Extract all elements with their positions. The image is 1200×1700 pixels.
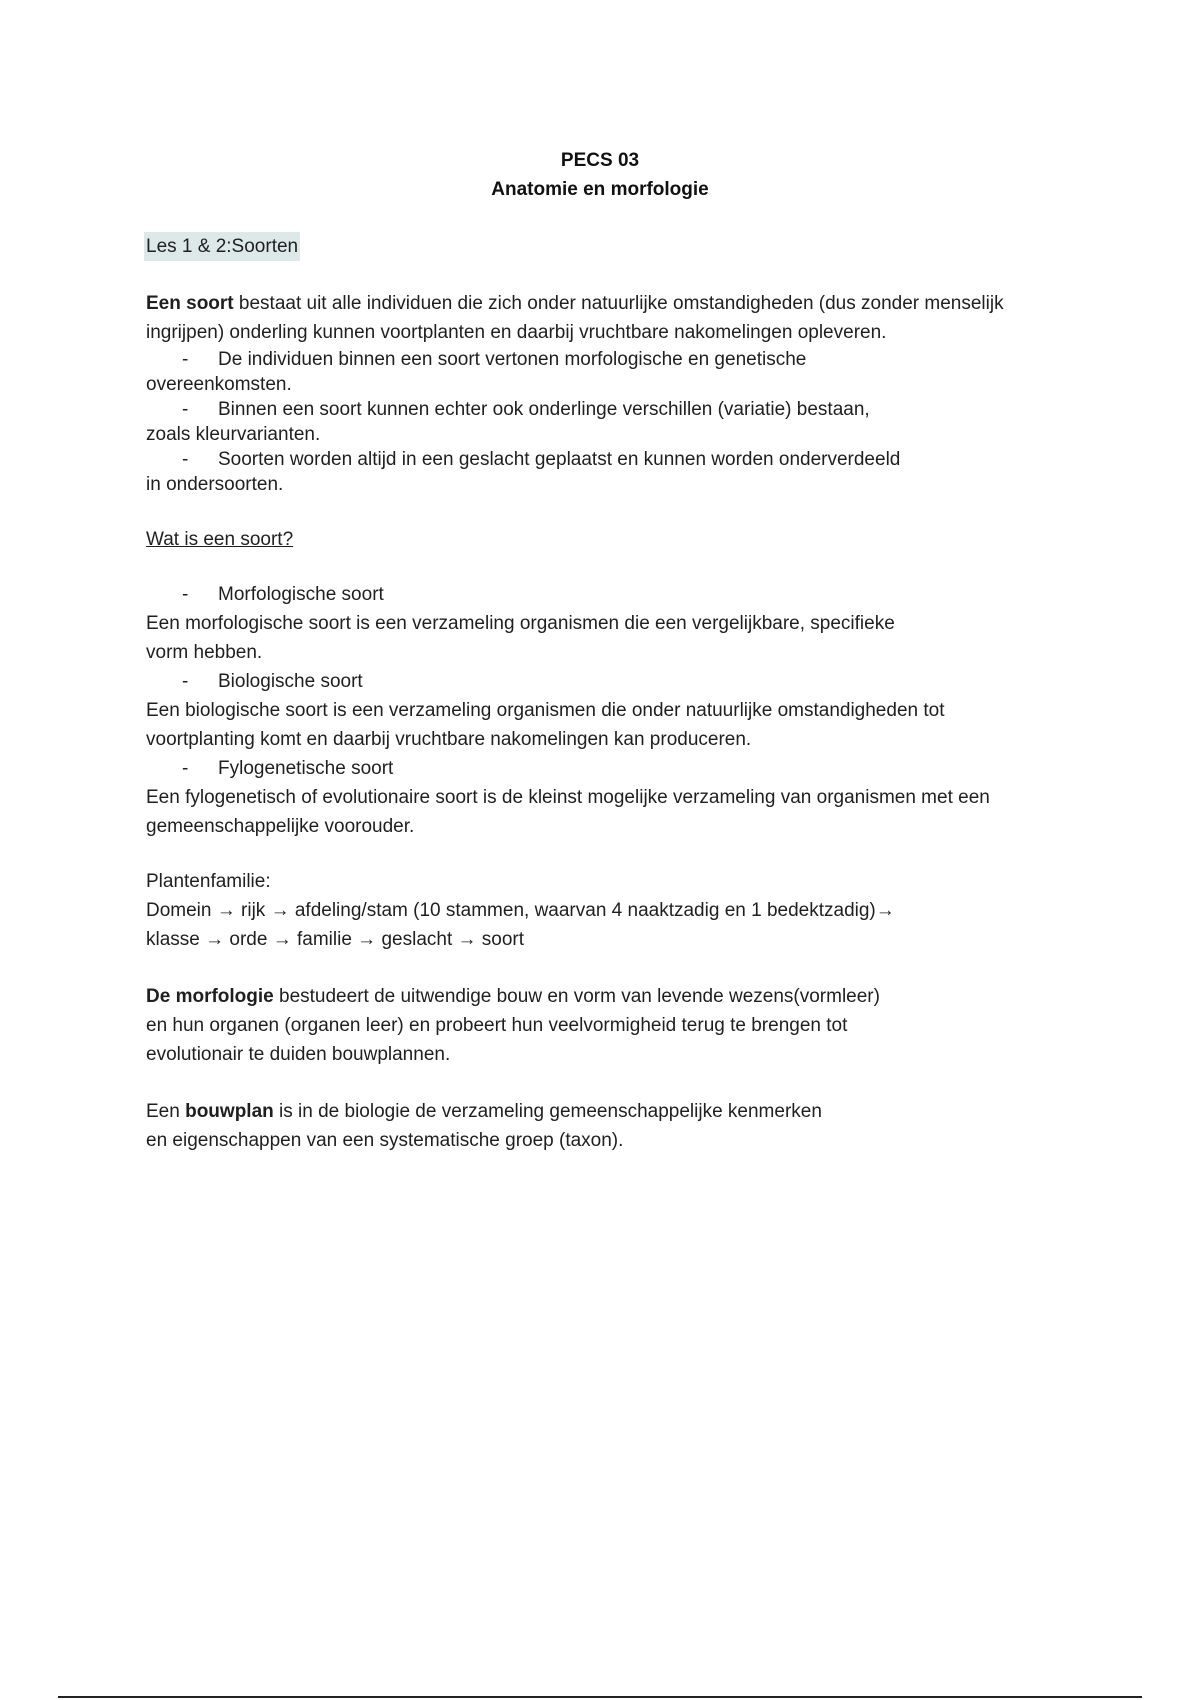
intro-bullet-list bbox=[146, 347, 1066, 497]
document-header bbox=[0, 146, 1200, 204]
species-definition-list bbox=[146, 580, 1066, 841]
dash-bullet-icon: - bbox=[182, 449, 189, 470]
bouwplan-paragraph: Een bouwplan is in de biologie de verzameling gemeenschappelijke kenmerken en eigenschappen van een systematische groep (taxon). bbox=[146, 1101, 822, 1151]
plant-family-line: klasse → orde → familie → geslacht → soort bbox=[146, 929, 525, 950]
dash-bullet-icon: - bbox=[182, 349, 189, 370]
dash-bullet-icon: - bbox=[182, 758, 189, 779]
what-is-heading: Wat is een soort? bbox=[146, 529, 294, 550]
list-item: - Binnen een soort kunnen echter ook onderlinge verschillen (variatie) bestaan, bbox=[182, 399, 870, 420]
list-item: - Fylogenetische soort bbox=[146, 754, 1066, 783]
list-item: - Soorten worden altijd in een geslacht geplaatst en kunnen worden onderverdeeld bbox=[182, 449, 901, 470]
list-item-continuation: overeenkomsten. bbox=[146, 374, 292, 395]
plant-family-block bbox=[146, 867, 1066, 954]
list-item: - De individuen binnen een soort vertonen morfologische en genetische bbox=[182, 349, 807, 370]
dash-bullet-icon: - bbox=[182, 399, 189, 420]
intro-bold-term: Een soort bbox=[146, 293, 234, 314]
intro-text: bestaat uit alle individuen die zich onder natuurlijke omstandigheden (dus zonder menselijk ingrijpen) onderling kunnen voortplanten en daarbij vruchtbare nakomelingen opleveren. bbox=[146, 293, 1004, 343]
list-item: - Morfologische soort bbox=[146, 580, 1066, 609]
list-item-continuation: in ondersoorten. bbox=[146, 474, 284, 495]
morphology-paragraph: De morfologie bestudeert de uitwendige bouw en vorm van levende wezens(vormleer) en hun organen (organen leer) en probeert hun veelvormigheid terug te brengen tot evolutionair te duiden bouwplannen. bbox=[146, 986, 880, 1065]
plant-family-label: Plantenfamilie: bbox=[146, 871, 271, 892]
document-title: PECS 03 bbox=[560, 150, 640, 171]
bouwplan-bold-term: bouwplan bbox=[185, 1101, 274, 1122]
morphology-bold-term: De morfologie bbox=[146, 986, 274, 1007]
list-item-continuation: zoals kleurvarianten. bbox=[146, 424, 321, 445]
list-item: - Biologische soort bbox=[146, 667, 1066, 696]
document-body bbox=[146, 232, 1066, 1155]
document-subtitle: Anatomie en morfologie bbox=[491, 179, 709, 200]
dash-bullet-icon: - bbox=[182, 671, 189, 692]
definition-text: Een morfologische soort is een verzameling organismen die een vergelijkbare, specifieke vorm hebben. bbox=[146, 613, 895, 663]
section-heading bbox=[146, 232, 1066, 261]
definition-text: Een fylogenetisch of evolutionaire soort is de kleinst mogelijke verzameling van organismen met een gemeenschappelijke voorouder. bbox=[146, 787, 990, 837]
page-bottom-rule bbox=[58, 1696, 1142, 1698]
dash-bullet-icon: - bbox=[182, 584, 189, 605]
plant-family-line: Domein → rijk → afdeling/stam (10 stammen, waarvan 4 naaktzadig en 1 bedektzadig)→ bbox=[146, 900, 895, 921]
section-label: Les 1 & 2:Soorten bbox=[144, 232, 300, 261]
definition-text: Een biologische soort is een verzameling organismen die onder natuurlijke omstandigheden tot voortplanting komt en daarbij vruchtbare nakomelingen kan produceren. bbox=[146, 700, 945, 750]
intro-paragraph bbox=[146, 289, 1066, 347]
